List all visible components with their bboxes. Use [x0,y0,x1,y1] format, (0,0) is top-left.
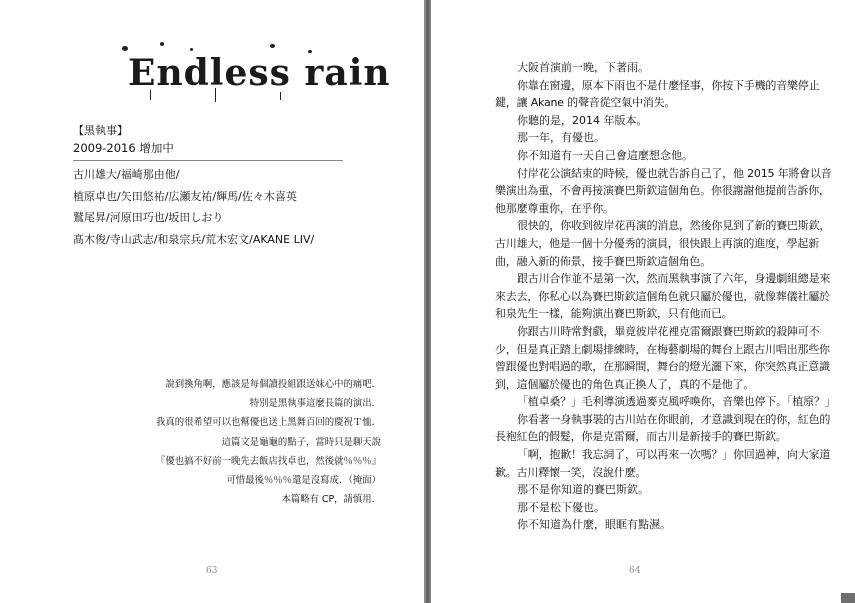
title-text: Endless rain [128,52,391,94]
note-line: 『優也搞不好前一晚先去飯店找卓也，然後就％％％』 [155,455,381,467]
paragraph: 你聽的是，2014 年版本。 [517,113,648,127]
note-line: 特別是黑執事這麼長篇的演出． [249,398,381,410]
cast-line: 植原卓也/矢田悠祐/広瀬友祐/輝馬/佐々木喜英 [73,189,297,203]
title-logo [120,40,391,110]
resize-corner [841,593,855,603]
series-years: 2009-2016 增加中 [73,141,174,155]
paragraph: 很快的，你收到彼岸花再演的消息，然後你見到了新的賽巴斯欽，古川雄大，他是一個十分優秀的演員，很快跟上再演的進度，學起新曲，融入新的佈景，接手賽巴斯欽這個角色。 [495,219,831,268]
note-line: 可惜最後％％％還是沒寫成．（掩面） [226,475,381,487]
paragraph: 跟古川合作並不是第一次，然而黑執事演了六年，身邊劇組總是來來去去，你私心以為賽巴斯欽這個角色就只屬於優也，就像葬儀社屬於和泉先生一樣，能夠演出賽巴斯欽，只有他而已。 [495,272,831,321]
page-number: 63 [206,566,218,576]
note-line: 我真的很希望可以也幫優也送上黑舞百回的慶祝Ｔ恤． [155,417,381,429]
paragraph: 那不是你知道的賽巴斯欽。 [517,483,649,497]
paragraph: 你不知道為什麼，眼眶有點濕。 [517,518,671,532]
note-line: 這篇文是龜龜的點子，當時只是聊天說 [221,436,381,448]
story-text [495,59,835,534]
author-notes [41,375,381,509]
paragraph: 你跟古川時常對戲，畢竟彼岸花裡克雷爾跟賽巴斯欽的殺陣可不少，但是真正踏上劇場排練時，在梅藝劇場的舞台上跟古川唱出那些你曾跟優也對唱過的歌，在那瞬間，舞台的燈光灑下來，你突然真正意識到，這個屬於優也的角色真正換人了，真的不是他了。 [495,324,830,391]
ink-splatter-decoration [190,48,193,51]
series-info [73,123,373,250]
cast-line: 古川雄大/福崎那由他/ [73,168,180,181]
cast-line: 鷲尾昇/河原田巧也/坂田しおり [73,211,224,224]
cast-list [73,164,373,250]
divider [73,160,343,161]
paragraph: 付岸花公演結束的時候，優也就告訴自己了，他 2015 年將會以音樂演出為重，不會再接演賽巴斯欽這個角色。你很謝謝他提前告訴你，他那麼尊重你，在乎你。 [495,166,832,215]
page-number: 64 [629,566,641,576]
series-tag: 【黑執事】 [73,124,128,137]
note-line: 本篇略有 CP，請慎用． [281,494,381,506]
book-gutter [424,0,431,603]
ink-splatter-decoration [122,46,128,51]
right-page [431,0,855,603]
left-page [0,0,424,603]
paragraph: 你看著一身執事裝的古川站在你眼前，才意識到現在的你，紅色的長袍紅色的假髮，你是克雷爾，而古川是新接手的賽巴斯欽。 [495,412,831,444]
note-line: 說到換角啊，應該是每個讀投組跟送妹心中的痛吧． [165,379,381,390]
paragraph: 「植卓桑？」毛利導演透過麥克風呼喚你，音樂也停下。「植原？」 [517,395,836,409]
ink-splatter-decoration [160,42,164,46]
paragraph: 你靠在窗邊，原本下雨也不是什麼怪事，你按下手機的音樂停止鍵，讓 Akane 的聲音從空氣中消失。 [495,78,820,110]
paragraph: 那不是松下優也。 [517,500,605,514]
paragraph: 「啊，抱歉！我忘詞了，可以再來一次嗎？」你回過神，向大家道歉。古川釋懷一笑，沒說什麼。 [495,448,831,479]
paragraph: 你不知道有一天自己會這麼想念他。 [517,148,693,162]
paragraph: 大阪首演前一晚，下著雨。 [517,61,649,74]
cast-line: 髙木俊/寺山武志/和泉宗兵/荒木宏文/AKANE LIV/ [73,232,315,246]
paragraph: 那一年，有優也。 [517,131,605,145]
ink-splatter-decoration [270,44,275,48]
